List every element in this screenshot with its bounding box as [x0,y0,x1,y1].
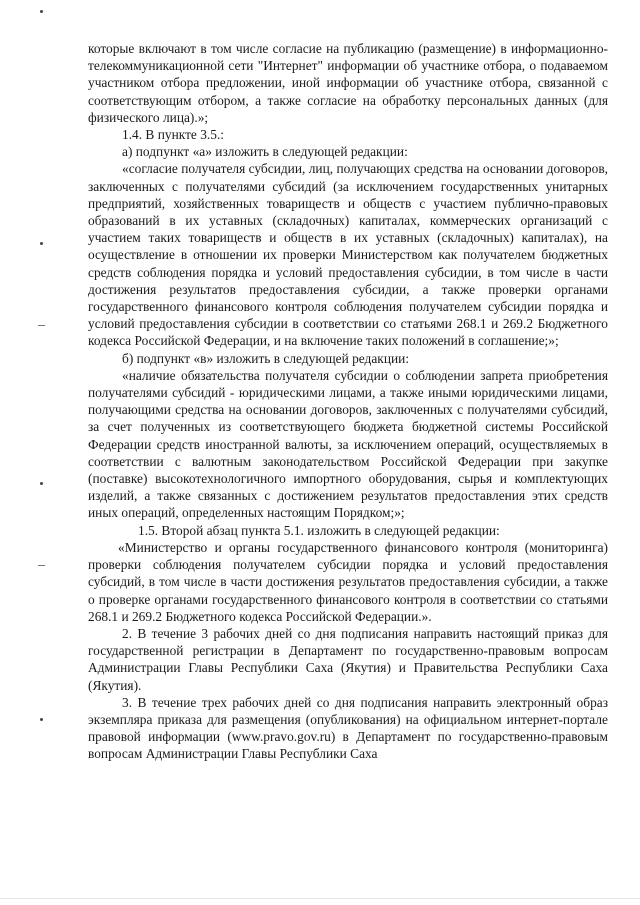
clause-1-4: 1.4. В пункте 3.5.: [122,127,225,143]
quoted-text-b: «наличие обязательства получателя субсидии о соблюдении запрета приобретения получателями субсидий - юридическими лицами, а также иными юридическими лицами, получающими средства на основании договоров, заключенных с получателями субсидий, за счет полученных из соответствующего бюджета бюджетной системы Российской Федерации средств иностранной валюты, за исключением операций, осуществляемых в соответствии с валютным законодательством Российской Федерации при закупке (поставке) высокотехнологичного импортного оборудования, сырья и комплектующих изделий, а также связанных с достижением результатов предоставления этих средств иных операций, определенных настоящим Порядком;»; [88,367,608,521]
scan-bottom-edge [0,898,640,899]
scan-mark-dot [40,242,43,245]
quoted-text-a: «согласие получателя субсидии, лиц, получающих средства на основании договоров, заключенных с получателями субсидий (за исключением государственных унитарных предприятий, хозяйственных товариществ и обществ с участием публично-правовых образований в их уставных (складочных) капиталах, коммерческих организаций с участием таких товариществ и обществ в их уставных (складочных) капиталах), на осуществление в отношении их проверки Министерством как получателем бюджетных средств соблюдения порядка и условий предоставления субсидии, в том числе в части достижения результатов предоставления субсидии, а также проверки органами государственного финансового контроля соблюдения получателем субсидии порядка и условий предоставления субсидии в соответствии со статьями 268.1 и 269.2 Бюджетного кодекса Российской Федерации, и на включение таких положений в соглашение;»; [88,161,608,349]
document-page [88,40,608,763]
subclause-a: а) подпункт «а» изложить в следующей редакции: [122,144,408,160]
clause-3: 3. В течение трех рабочих дней со дня подписания направить электронный образ экземпляра приказа для размещения (опубликования) на официальном интернет-портале правовой информации (www.pravo.gov.ru) в Департамент по государственно-правовым вопросам Администрации Главы Республики Саха [88,694,608,762]
scan-mark-dot [40,482,43,485]
clause-2: 2. В течение 3 рабочих дней со дня подписания направить настоящий приказ для государственной регистрации в Департамент по государственно-правовым вопросам Администрации Главы Республики Саха (Якутия) и Правительства Республики Саха (Якутия). [88,625,608,693]
scan-mark-dot [40,718,43,721]
subclause-b: б) подпункт «в» изложить в следующей редакции: [122,350,410,366]
scan-mark-tick [38,565,45,566]
clause-1-5: 1.5. Второй абзац пункта 5.1. изложить в следующей редакции: [138,522,500,538]
scan-mark-dot [40,10,43,13]
paragraph-continuation: которые включают в том числе согласие на публикацию (размещение) в информационно-телекоммуникационной сети "Интернет" информации об участнике отбора, о подаваемом участником отбора предложении, иной информации об участнике отбора, связанной с соответствующим отбором, а также согласие на обработку персональных данных (для физического лица).»; [88,41,608,125]
scan-mark-tick [38,325,45,326]
quoted-text-1-5: «Министерство и органы государственного финансового контроля (мониторинга) проверки соблюдения получателем субсидии порядка и условий предоставления субсидий, в том числе в части достижения результатов предоставления субсидии, а также о проверке органами государственного финансового контроля в соответствии со статьями 268.1 и 269.2 Бюджетного кодекса Российской Федерации.». [88,539,608,624]
